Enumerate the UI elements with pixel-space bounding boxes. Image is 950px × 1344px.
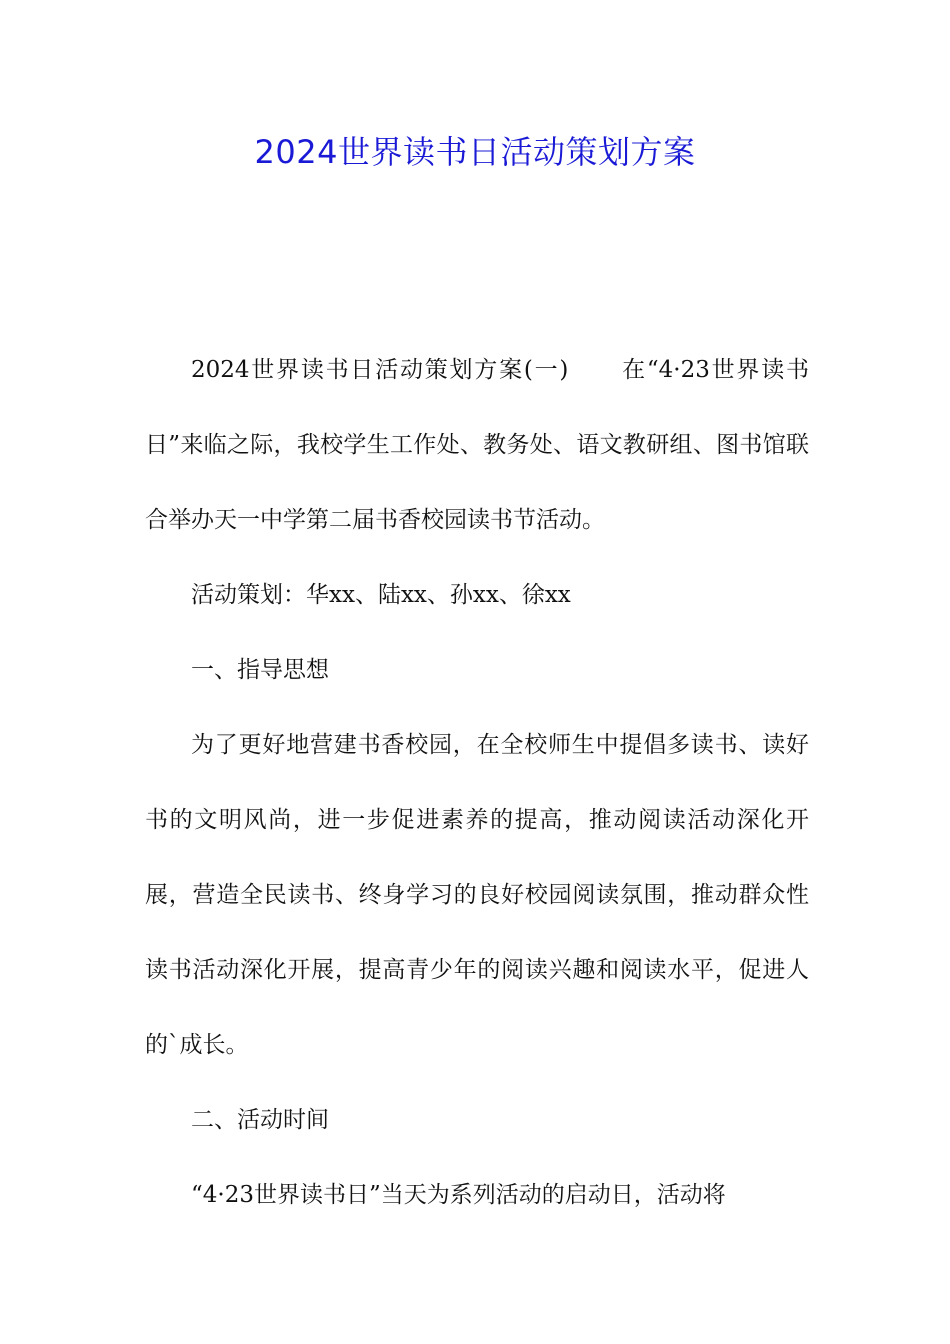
paragraph-intro xyxy=(145,333,809,558)
page-title: 2024世界读书日活动策划方案 xyxy=(254,133,696,171)
paragraph-activity-time: “4·23世界读书日”当天为系列活动的启动日，活动将 xyxy=(191,1182,726,1208)
intro-heading: 2024世界读书日活动策划方案(一) xyxy=(191,357,569,383)
paragraph-organizers: 活动策划：华xx、陆xx、孙xx、徐xx xyxy=(191,582,571,608)
section-heading-activity-time: 二、活动时间 xyxy=(191,1107,329,1133)
section-heading-guiding-idea: 一、指导思想 xyxy=(191,657,329,683)
document-body xyxy=(145,333,809,1233)
intro-text: 在“4·23世界读书日”来临之际，我校学生工作处、教务处、语文教研组、图书馆联合举办天一中学第二届书香校园读书节活动。 xyxy=(145,357,809,533)
paragraph-guiding-idea: 为了更好地营建书香校园，在全校师生中提倡多读书、读好书的文明风尚，进一步促进素养的提高，推动阅读活动深化开展，营造全民读书、终身学习的良好校园阅读氛围，推动群众性读书活动深化开展，提高青少年的阅读兴趣和阅读水平，促进人的`成长。 xyxy=(145,732,809,1058)
